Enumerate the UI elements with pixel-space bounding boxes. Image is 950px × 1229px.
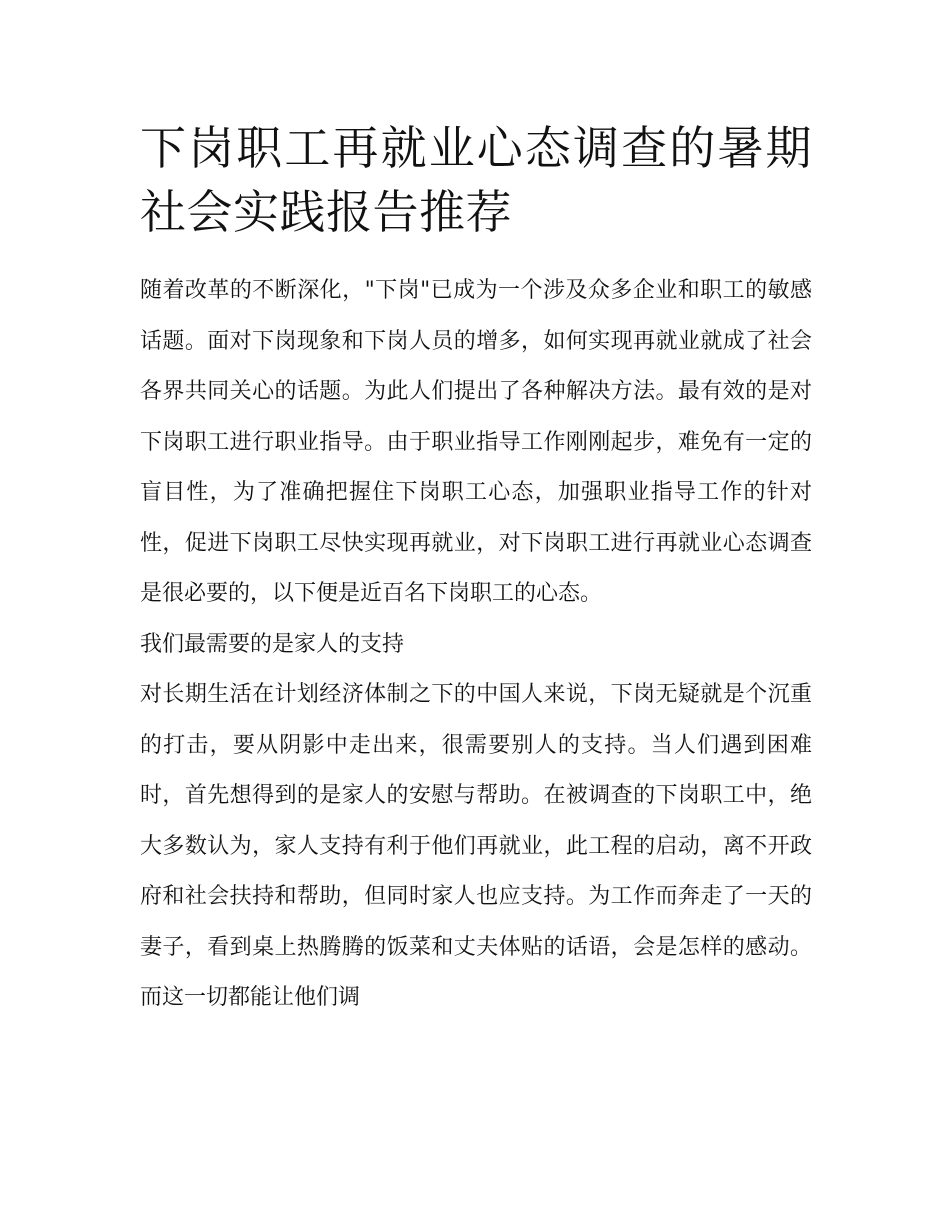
document-content bbox=[140, 116, 812, 1024]
document-title: 下岗职工再就业心态调查的暑期社会实践报告推荐 bbox=[140, 121, 812, 239]
body-paragraph-family-support: 对长期生活在计划经济体制之下的中国人来说，下岗无疑就是个沉重的打击，要从阴影中走出来，很需要别人的支持。当人们遇到困难时，首先想得到的是家人的安慰与帮助。在被调查的下岗职工中，绝大多数认为，家人支持有利于他们再就业，此工程的启动，离不开政府和社会扶持和帮助，但同时家人也应支持。为工作而奔走了一天的妻子，看到桌上热腾腾的饭菜和丈夫体贴的话语，会是怎样的感动。而这一切都能让他们调 bbox=[140, 682, 812, 1010]
body-paragraph-intro: 随着改革的不断深化，"下岗"已成为一个涉及众多企业和职工的敏感话题。面对下岗现象和下岗人员的增多，如何实现再就业就成了社会各界共同关心的话题。为此人们提出了各种解决方法。最有效的是对下岗职工进行职业指导。由于职业指导工作刚刚起步，难免有一定的盲目性，为了准确把握住下岗职工心态，加强职业指导工作的针对性，促进下岗职工尽快实现再就业，对下岗职工进行再就业心态调查是很必要的，以下便是近百名下岗职工的心态。 bbox=[140, 278, 812, 606]
section-heading-family-support: 我们最需要的是家人的支持 bbox=[140, 631, 405, 657]
document-body bbox=[140, 266, 812, 1024]
